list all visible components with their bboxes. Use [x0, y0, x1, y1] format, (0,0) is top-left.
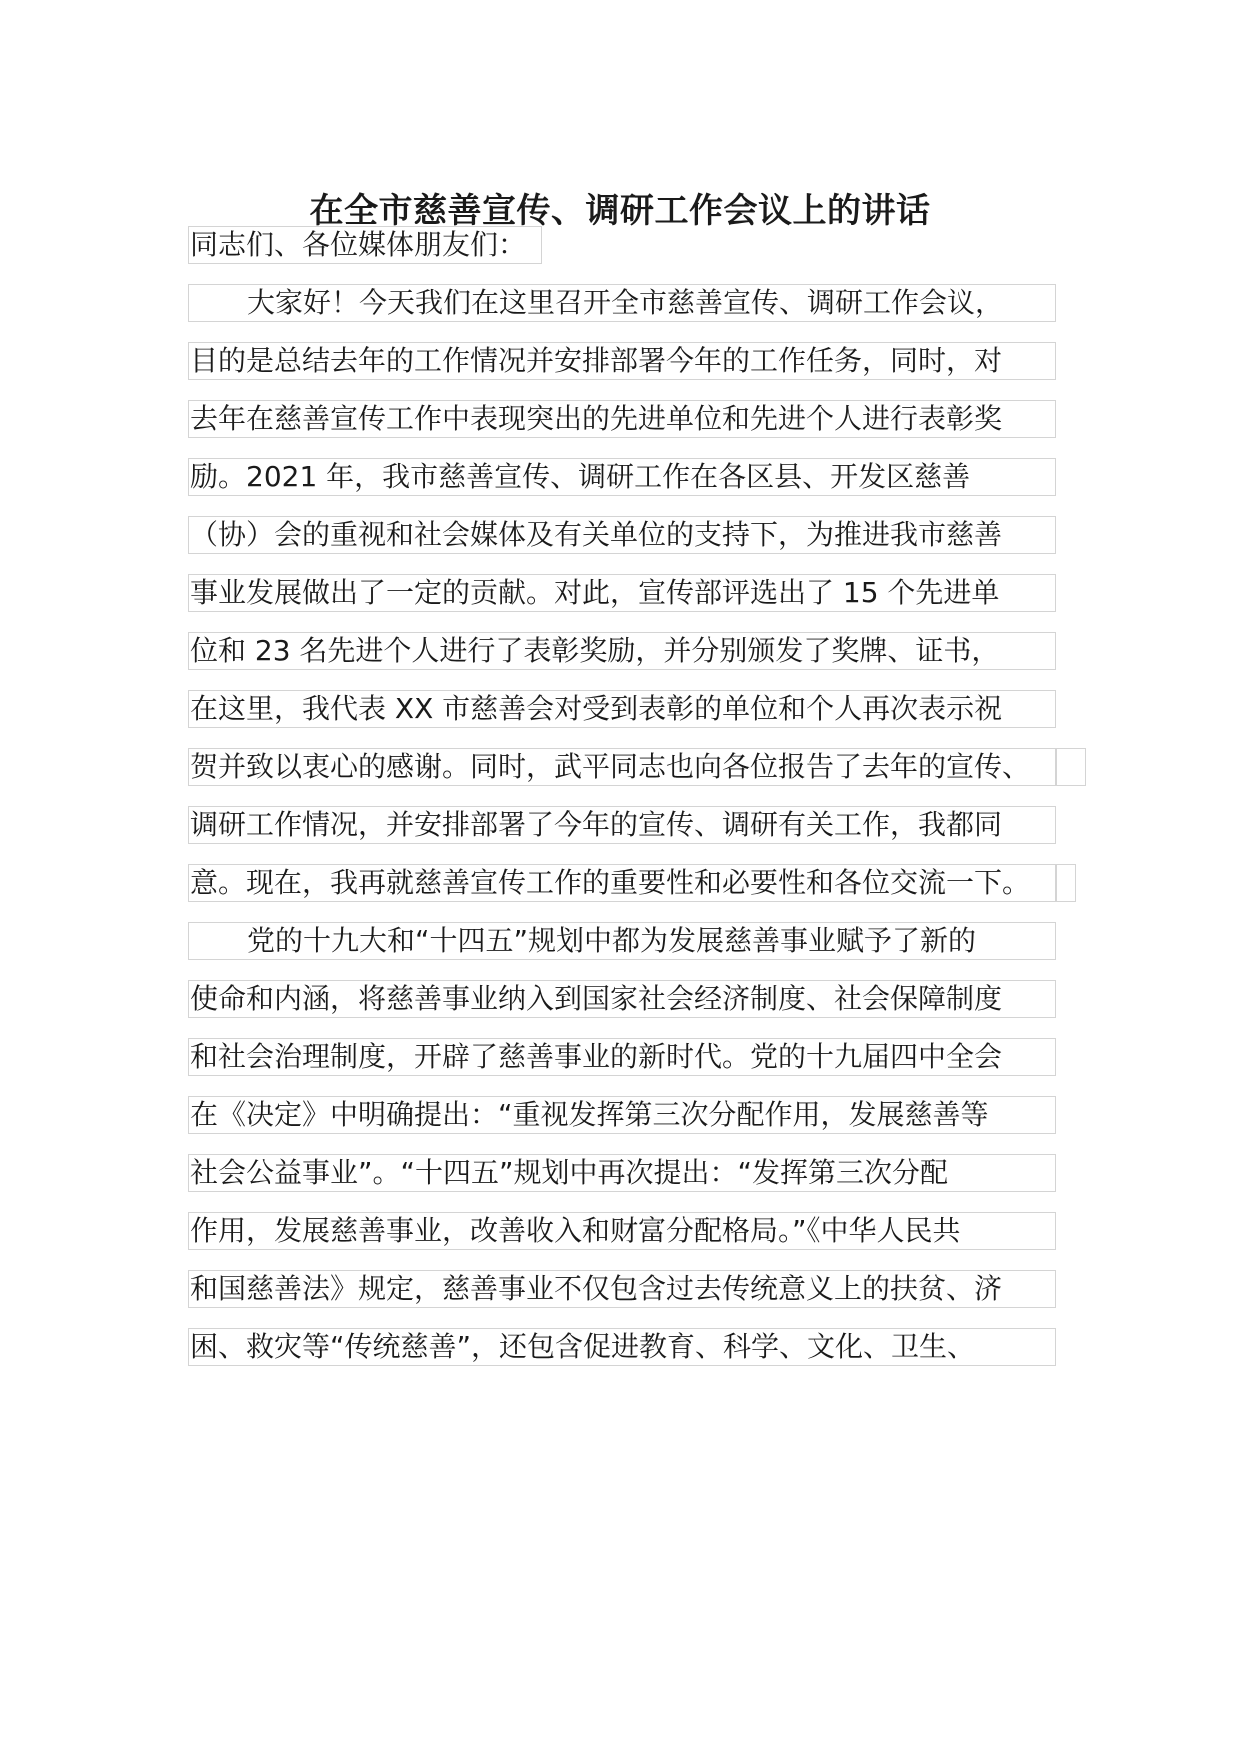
paragraph-line: 和国慈善法》规定，慈善事业不仅包含过去传统意义上的扶贫、济 — [188, 1270, 1056, 1308]
paragraph-line: 意。现在，我再就慈善宣传工作的重要性和必要性和各位交流一下。 — [188, 864, 1056, 902]
paragraph-line: 事业发展做出了一定的贡献。对此，宣传部评选出了 15 个先进单 — [188, 574, 1056, 612]
paragraph-line: 在这里，我代表 XX 市慈善会对受到表彰的单位和个人再次表示祝 — [188, 690, 1056, 728]
paragraph-line: 在《决定》中明确提出：“重视发挥第三次分配作用，发展慈善等 — [188, 1096, 1056, 1134]
paragraph-line: 调研工作情况，并安排部署了今年的宣传、调研有关工作，我都同 — [188, 806, 1056, 844]
paragraph-line: 励。2021 年，我市慈善宣传、调研工作在各区县、开发区慈善 — [188, 458, 1056, 496]
overflow-box — [1056, 864, 1076, 902]
document-title: 在全市慈善宣传、调研工作会议上的讲话 — [309, 191, 931, 231]
paragraph-line: （协）会的重视和社会媒体及有关单位的支持下，为推进我市慈善 — [188, 516, 1056, 554]
paragraph-line: 位和 23 名先进个人进行了表彰奖励，并分别颁发了奖牌、证书， — [188, 632, 1056, 670]
paragraph-line: 和社会治理制度，开辟了慈善事业的新时代。党的十九届四中全会 — [188, 1038, 1056, 1076]
paragraph-line: 社会公益事业”。“十四五”规划中再次提出：“发挥第三次分配 — [188, 1154, 1056, 1192]
paragraph-line: 困、救灾等“传统慈善”，还包含促进教育、科学、文化、卫生、 — [188, 1328, 1056, 1366]
overflow-box — [1056, 748, 1086, 786]
paragraph-line: 贺并致以衷心的感谢。同时，武平同志也向各位报告了去年的宣传、 — [188, 748, 1056, 786]
salutation-line: 同志们、各位媒体朋友们： — [188, 226, 542, 264]
paragraph-line: 去年在慈善宣传工作中表现突出的先进单位和先进个人进行表彰奖 — [188, 400, 1056, 438]
paragraph-line: 作用，发展慈善事业，改善收入和财富分配格局。”《中华人民共 — [188, 1212, 1056, 1250]
paragraph-line: 使命和内涵，将慈善事业纳入到国家社会经济制度、社会保障制度 — [188, 980, 1056, 1018]
paragraph-line: 大家好！今天我们在这里召开全市慈善宣传、调研工作会议， — [188, 284, 1056, 322]
paragraph-line: 党的十九大和“十四五”规划中都为发展慈善事业赋予了新的 — [188, 922, 1056, 960]
paragraph-line: 目的是总结去年的工作情况并安排部署今年的工作任务，同时，对 — [188, 342, 1056, 380]
